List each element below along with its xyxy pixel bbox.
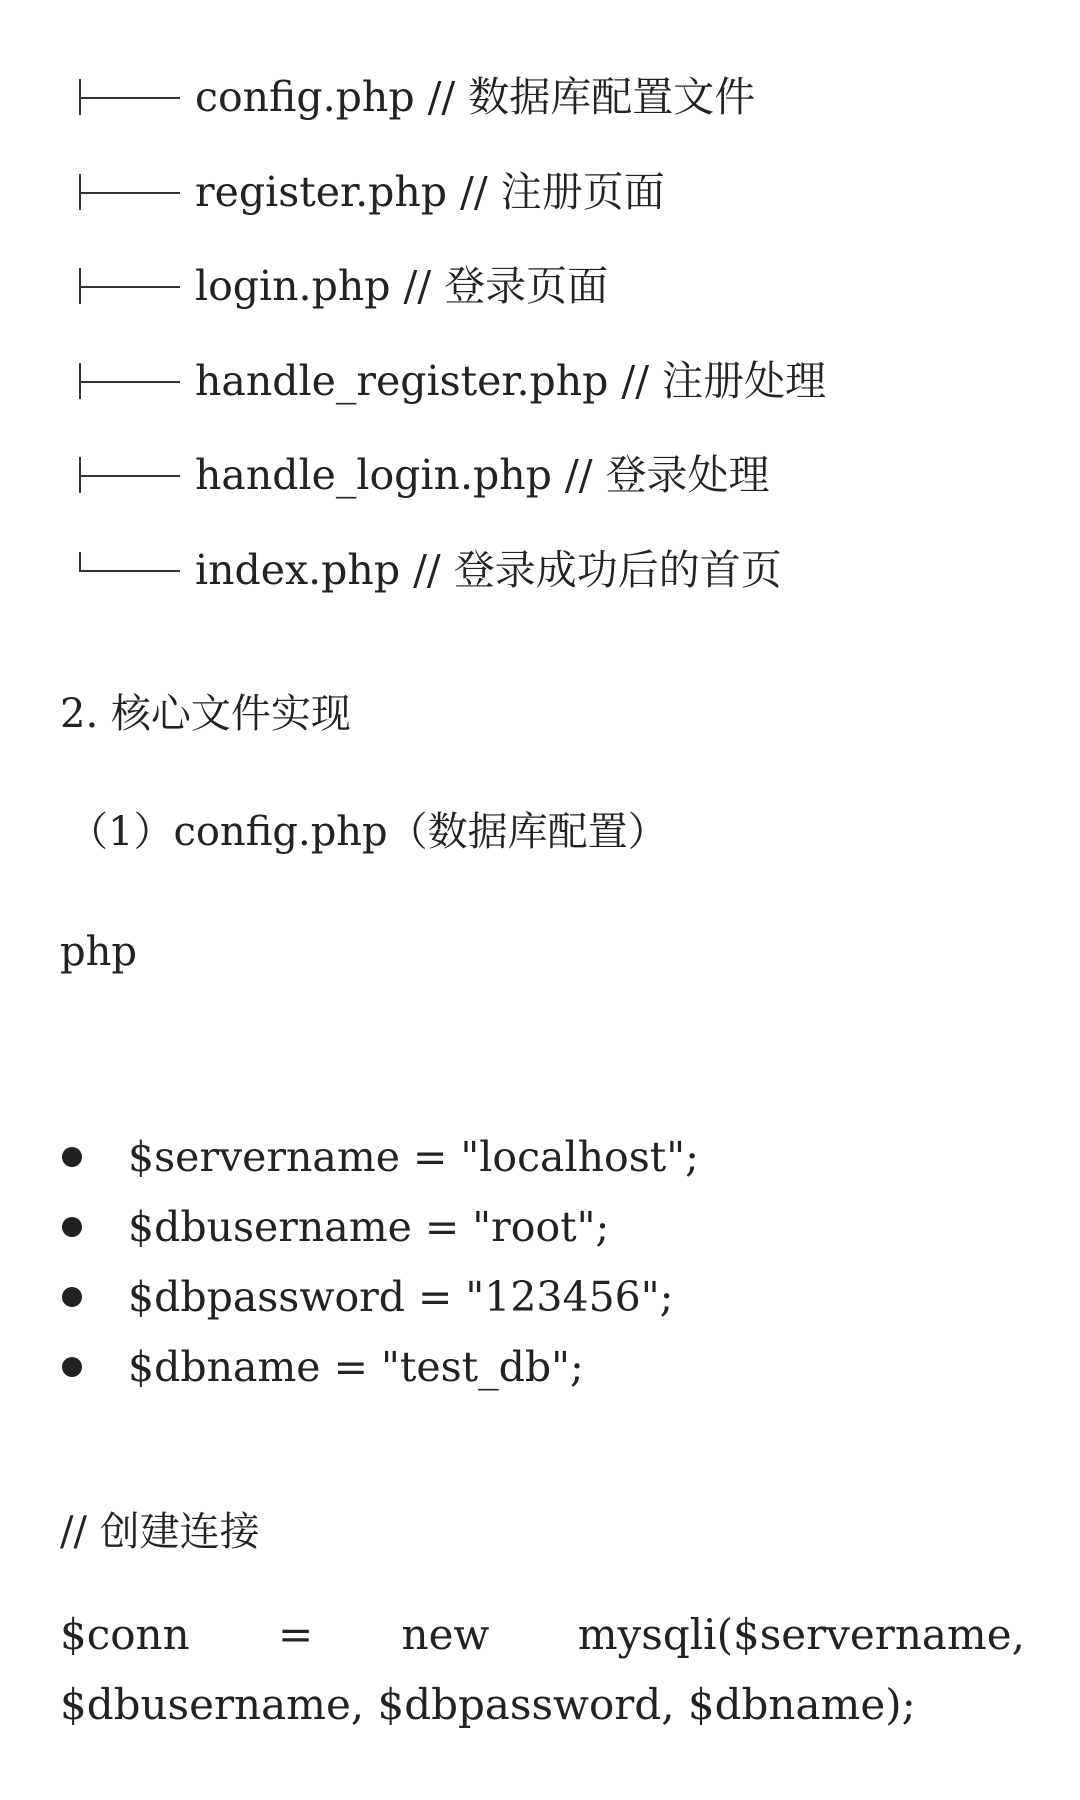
- bullet-icon: [62, 1357, 82, 1377]
- tree-branch-icon: [75, 455, 180, 495]
- subsection-heading: （1）config.php（数据库配置）: [68, 809, 668, 855]
- list-item: [60, 1122, 699, 1192]
- code-token: $conn: [60, 1610, 190, 1659]
- bullet-icon: [62, 1287, 82, 1307]
- variable-list: [60, 1122, 699, 1402]
- tree-item-register: [75, 162, 665, 222]
- list-item: [60, 1332, 699, 1402]
- code-token: =: [277, 1610, 314, 1659]
- list-item: [60, 1262, 699, 1332]
- list-item-text: $dbname = "test_db";: [128, 1343, 584, 1391]
- bullet-icon: [62, 1147, 82, 1167]
- code-comment: // 创建连接: [60, 1509, 260, 1555]
- tree-item-handle-login: [75, 445, 770, 505]
- connection-code-line-2: $dbusername, $dbpassword, $dbname);: [60, 1680, 916, 1729]
- list-item-text: $servername = "localhost";: [128, 1133, 699, 1181]
- list-item: [60, 1192, 699, 1262]
- tree-item-label: handle_register.php // 注册处理: [195, 356, 827, 405]
- tree-item-config: [75, 67, 755, 127]
- tree-item-index: [75, 540, 782, 600]
- tree-item-label: handle_login.php // 登录处理: [195, 450, 770, 499]
- list-item-text: $dbusername = "root";: [128, 1203, 610, 1251]
- tree-item-label: register.php // 注册页面: [195, 167, 665, 216]
- tree-branch-icon: [75, 77, 180, 117]
- tree-item-label: config.php // 数据库配置文件: [195, 72, 756, 121]
- tree-branch-icon: [75, 266, 180, 306]
- tree-branch-icon: [75, 361, 180, 401]
- tree-item-handle-register: [75, 351, 826, 411]
- tree-last-branch-icon: [75, 550, 180, 590]
- code-token: new: [401, 1610, 490, 1659]
- bullet-icon: [62, 1217, 82, 1237]
- code-token: mysqli($servername,: [577, 1610, 1025, 1659]
- section-heading: 2. 核心文件实现: [60, 691, 351, 737]
- connection-code-line-1: [60, 1600, 1025, 1670]
- tree-item-login: [75, 256, 608, 316]
- tree-branch-icon: [75, 172, 180, 212]
- connection-code: [60, 1600, 1025, 1740]
- tree-item-label: login.php // 登录页面: [195, 261, 609, 310]
- code-language-label: php: [60, 929, 137, 975]
- tree-item-label: index.php // 登录成功后的首页: [195, 545, 782, 594]
- list-item-text: $dbpassword = "123456";: [128, 1273, 674, 1321]
